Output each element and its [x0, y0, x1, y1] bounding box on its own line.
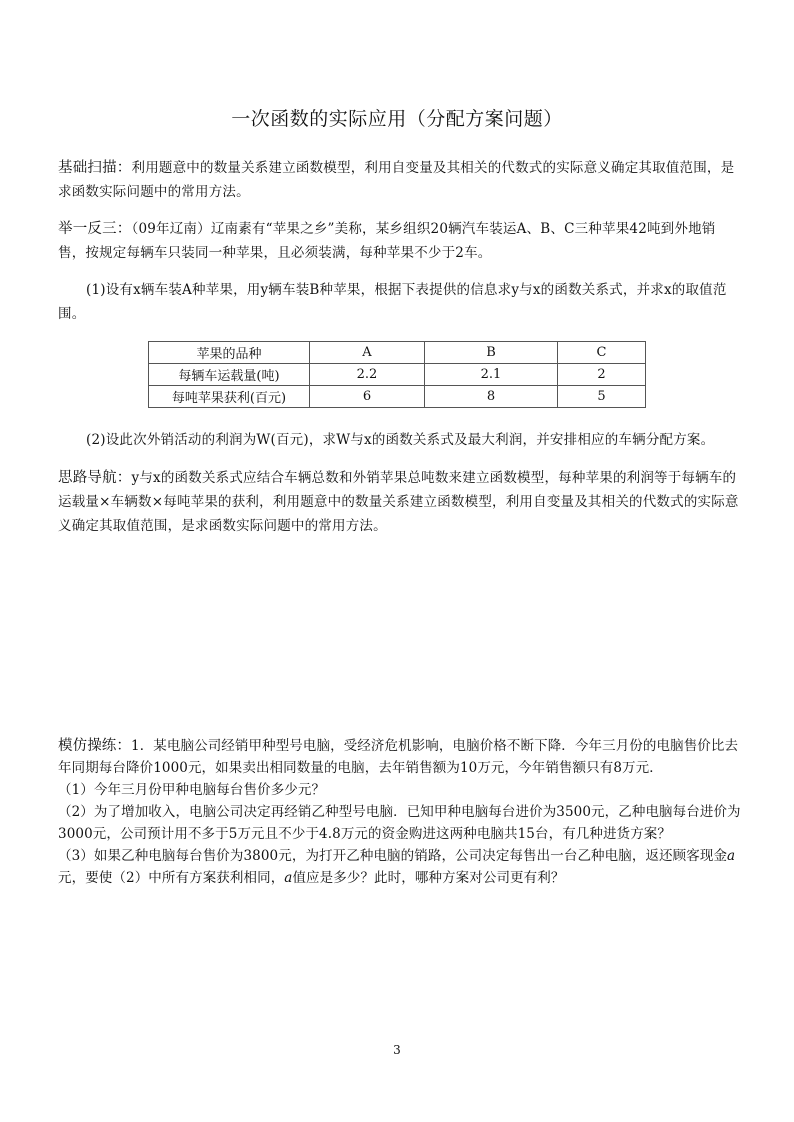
- variable-a: a: [284, 870, 293, 886]
- practice-q3-part-c: 值应是多少？此时，哪种方案对公司更有利？: [292, 870, 565, 886]
- table-header-cell: C: [558, 342, 646, 364]
- table-cell: 每吨苹果获利(百元): [149, 386, 310, 408]
- practice-intro: [58, 735, 748, 779]
- table-header-cell: B: [425, 342, 558, 364]
- practice-intro-text: 1．某电脑公司经销甲种型号电脑，受经济危机影响，电脑价格不断下降．今年三月份的电脑售价比去年同期每台降价1000元，如果卖出相同数量的电脑，去年销售额为10万元，今年销售额只有8万元．: [58, 738, 739, 776]
- table-cell: 2.2: [310, 364, 425, 386]
- example-question-2: (2)设此次外销活动的利润为W(百元)，求W与x的函数关系式及最大利润，并安排相应的车辆分配方案。: [86, 432, 715, 448]
- basics-paragraph: [58, 156, 740, 204]
- practice-question-3: [58, 845, 748, 889]
- table-cell: 2.1: [425, 364, 558, 386]
- hint-label: 思路导航：: [58, 470, 132, 486]
- basics-text: 利用题意中的数量关系建立函数模型，利用自变量及其相关的代数式的实际意义确定其取值范围，是求函数实际问题中的常用方法。: [58, 160, 735, 200]
- example-label: 举一反三：: [58, 221, 132, 237]
- practice-question-1: （1）今年三月份甲种电脑每台售价多少元？: [58, 782, 326, 798]
- table-row: [149, 386, 646, 408]
- table-header-cell: A: [310, 342, 425, 364]
- table-header-row: [149, 342, 646, 364]
- example-paragraph: [58, 217, 740, 265]
- example-text: （09年辽南）辽南素有“苹果之乡”美称，某乡组织20辆汽车装运A、B、C三种苹果42吨到外地销售，按规定每辆车只装同一种苹果，且必须装满，每种苹果不少于2车。: [58, 221, 716, 261]
- apple-info-table: [148, 341, 646, 408]
- practice-section: [58, 735, 748, 889]
- practice-label: 模仿操练：: [58, 738, 131, 754]
- practice-question-2: （2）为了增加收入，电脑公司决定再经销乙种型号电脑．已知甲种电脑每台进价为3500元，乙种电脑每台进价为3000元，公司预计用不多于5万元且不少于4.8万元的资金购进这两种电脑共15台，有几种进货方案？: [58, 804, 741, 842]
- table-cell: 每辆车运载量(吨): [149, 364, 310, 386]
- page-number: 3: [393, 1043, 401, 1057]
- table-cell: 8: [425, 386, 558, 408]
- example-question-1: (1)设有x辆车装A种苹果，用y辆车装B种苹果，根据下表提供的信息求y与x的函数关系式，并求x的取值范围。: [58, 282, 727, 322]
- hint-paragraph: [58, 466, 740, 538]
- hint-text: y与x的函数关系式应结合车辆总数和外销苹果总吨数来建立函数模型，每种苹果的利润等于每辆车的运载量×车辆数×每吨苹果的获利，利用题意中的数量关系建立函数模型，利用自变量及其相关的代数式的实际意义确定其取值范围，是求函数实际问题中的常用方法。: [58, 470, 739, 534]
- basics-label: 基础扫描：: [58, 160, 132, 176]
- table-cell: 5: [558, 386, 646, 408]
- practice-q3-part-a: （3）如果乙种电脑每台售价为3800元，为打开乙种电脑的销路，公司决定每售出一台乙种电脑，返还顾客现金: [58, 848, 728, 864]
- table-cell: 2: [558, 364, 646, 386]
- table-row: [149, 364, 646, 386]
- practice-q3-part-b: 元，要使（2）中所有方案获利相同，: [58, 870, 285, 886]
- variable-a: a: [727, 848, 736, 864]
- table-header-cell: 苹果的品种: [149, 342, 310, 364]
- page-title: 一次函数的实际应用（分配方案问题）: [231, 108, 563, 130]
- table-cell: 6: [310, 386, 425, 408]
